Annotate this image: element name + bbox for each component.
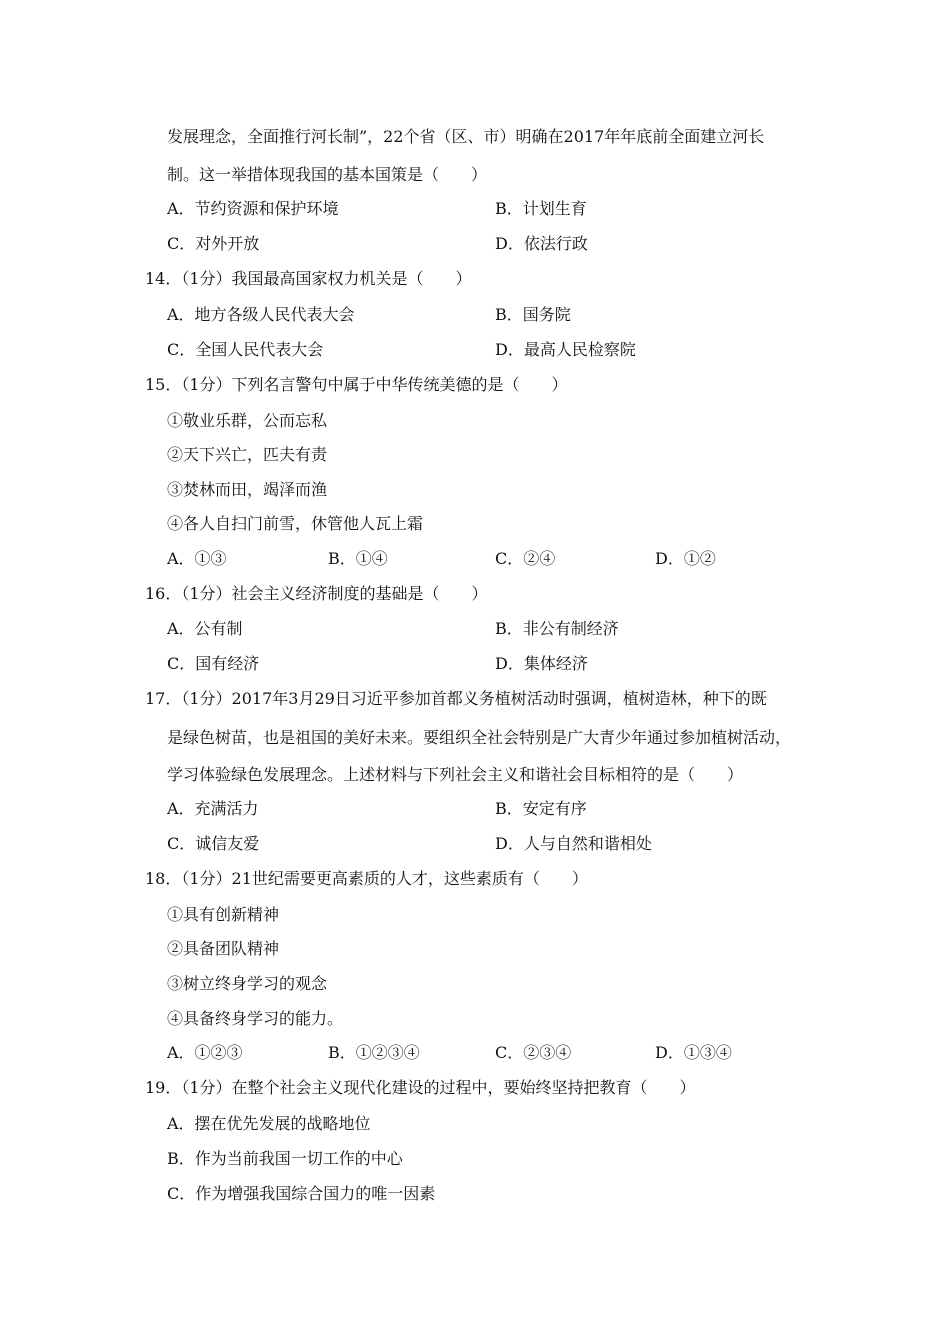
q17-stem-line1: 17．（1分）2017年3月29日习近平参加首都义务植树活动时强调，植树造林，种下的既 bbox=[145, 689, 767, 708]
q16-option-d: D．集体经济 bbox=[495, 654, 588, 673]
q19-stem: 19．（1分）在整个社会主义现代化建设的过程中，要始终坚持把教育（ ） bbox=[145, 1078, 696, 1097]
q15-item-4: ④各人自扫门前雪，休管他人瓦上霜 bbox=[167, 514, 424, 533]
q15-option-c: C．②④ bbox=[495, 549, 556, 568]
q13-stem-line2: 制。这一举措体现我国的基本国策是（ ） bbox=[167, 165, 488, 184]
q17-stem-line3: 学习体验绿色发展理念。上述材料与下列社会主义和谐社会目标相符的是（ ） bbox=[167, 765, 744, 784]
q13-option-d: D．依法行政 bbox=[495, 234, 588, 253]
q17-option-a: A．充满活力 bbox=[167, 799, 259, 818]
q14-option-d: D．最高人民检察院 bbox=[495, 340, 636, 359]
q19-option-a: A．摆在优先发展的战略地位 bbox=[167, 1114, 371, 1133]
q14-option-a: A．地方各级人民代表大会 bbox=[167, 305, 355, 324]
q15-item-2: ②天下兴亡，匹夫有责 bbox=[167, 445, 328, 464]
q16-option-a: A．公有制 bbox=[167, 619, 243, 638]
q18-item-1: ①具有创新精神 bbox=[167, 905, 280, 924]
q17-option-c: C．诚信友爱 bbox=[167, 834, 260, 853]
q18-item-4: ④具备终身学习的能力。 bbox=[167, 1009, 344, 1028]
q13-option-b: B．计划生育 bbox=[495, 199, 587, 218]
q15-option-a: A．①③ bbox=[167, 549, 227, 568]
q14-option-b: B．国务院 bbox=[495, 305, 571, 324]
q16-option-b: B．非公有制经济 bbox=[495, 619, 619, 638]
q17-option-b: B．安定有序 bbox=[495, 799, 587, 818]
q18-option-d: D．①③④ bbox=[655, 1043, 732, 1062]
q15-option-d: D．①② bbox=[655, 549, 716, 568]
q14-stem: 14．（1分）我国最高国家权力机关是（ ） bbox=[145, 269, 472, 288]
q13-stem-line1: 发展理念，全面推行河长制”，22个省（区、市）明确在2017年年底前全面建立河长 bbox=[167, 127, 765, 146]
q18-stem: 18．（1分）21世纪需要更高素质的人才，这些素质有（ ） bbox=[145, 869, 588, 888]
q16-stem: 16．（1分）社会主义经济制度的基础是（ ） bbox=[145, 584, 488, 603]
q13-option-c: C．对外开放 bbox=[167, 234, 260, 253]
q18-option-c: C．②③④ bbox=[495, 1043, 572, 1062]
q18-option-b: B．①②③④ bbox=[328, 1043, 420, 1062]
q18-item-2: ②具备团队精神 bbox=[167, 939, 280, 958]
q19-option-c: C．作为增强我国综合国力的唯一因素 bbox=[167, 1184, 436, 1203]
q19-option-b: B．作为当前我国一切工作的中心 bbox=[167, 1149, 403, 1168]
q16-option-c: C．国有经济 bbox=[167, 654, 260, 673]
q14-option-c: C．全国人民代表大会 bbox=[167, 340, 324, 359]
q15-item-3: ③焚林而田，竭泽而渔 bbox=[167, 480, 328, 499]
q15-option-b: B．①④ bbox=[328, 549, 388, 568]
q18-item-3: ③树立终身学习的观念 bbox=[167, 974, 328, 993]
q18-option-a: A．①②③ bbox=[167, 1043, 243, 1062]
q13-option-a: A．节约资源和保护环境 bbox=[167, 199, 339, 218]
q15-stem: 15．（1分）下列名言警句中属于中华传统美德的是（ ） bbox=[145, 375, 568, 394]
q15-item-1: ①敬业乐群，公而忘私 bbox=[167, 411, 328, 430]
q17-option-d: D．人与自然和谐相处 bbox=[495, 834, 652, 853]
q17-stem-line2: 是绿色树苗，也是祖国的美好未来。要组织全社会特别是广大青少年通过参加植树活动， bbox=[167, 728, 792, 747]
